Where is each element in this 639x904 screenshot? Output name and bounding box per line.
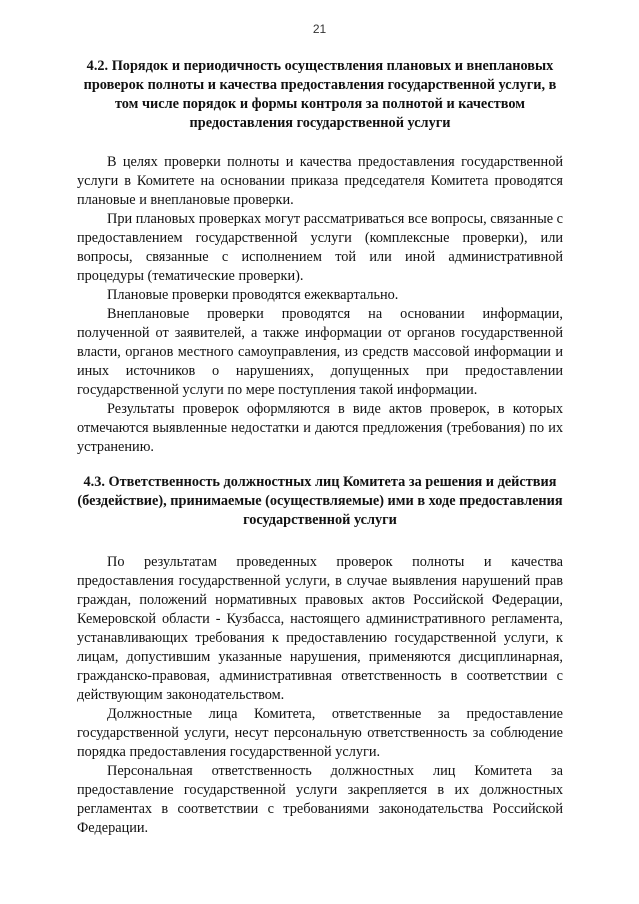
document-body [77, 57, 563, 838]
paragraph: Результаты проверок оформляются в виде актов проверок, в которых отмечаются выявленные недостатки и даются предложения (требования) по их устранению. [77, 401, 563, 455]
section-heading-4-3: 4.3. Ответственность должностных лиц Комитета за решения и действия (бездействие), принимаемые (осуществляемые) ими в ходе предоставления государственной услуги [77, 474, 563, 528]
paragraph: По результатам проведенных проверок полноты и качества предоставления государственной услуги, в случае выявления нарушений прав граждан, положений нормативных правовых актов Российской Федерации, Кемеровской области - Кузбасса, настоящего административного регламента, устанавливающих требования к предоставлению государственной услуги, к лицам, допустившим указанные нарушения, применяются дисциплинарная, гражданско-правовая, административная ответственность в соответствии с действующим законодательством. [77, 554, 563, 703]
paragraph: Плановые проверки проводятся ежеквартально. [107, 287, 399, 303]
section-heading-4-2: 4.2. Порядок и периодичность осуществления плановых и внеплановых проверок полноты и качества предоставления государственной услуги, в том числе порядок и формы контроля за полнотой и качеством предоставления государственной услуги [83, 58, 557, 131]
paragraph: При плановых проверках могут рассматриваться все вопросы, связанные с предоставлением государственной услуги (комплексные проверки), или вопросы, связанные с исполнением той или иной административной процедуры (тематические проверки). [77, 211, 563, 284]
paragraph: Внеплановые проверки проводятся на основании информации, полученной от заявителей, а также информации от органов государственной власти, органов местного самоуправления, из средств массовой информации и иных источников о нарушениях, допущенных при предоставлении государственной услуги по мере поступления такой информации. [77, 306, 563, 398]
paragraph: Персональная ответственность должностных лиц Комитета за предоставление государственной услуги закрепляется в их должностных регламентах в соответствии с требованиями законодательства Российской Федерации. [77, 763, 563, 836]
paragraph: В целях проверки полноты и качества предоставления государственной услуги в Комитете на основании приказа председателя Комитета проводятся плановые и внеплановые проверки. [77, 154, 563, 208]
paragraph: Должностные лица Комитета, ответственные за предоставление государственной услуги, несут персональную ответственность за соблюдение порядка предоставления государственной услуги. [77, 706, 563, 760]
page-number: 21 [312, 22, 327, 36]
